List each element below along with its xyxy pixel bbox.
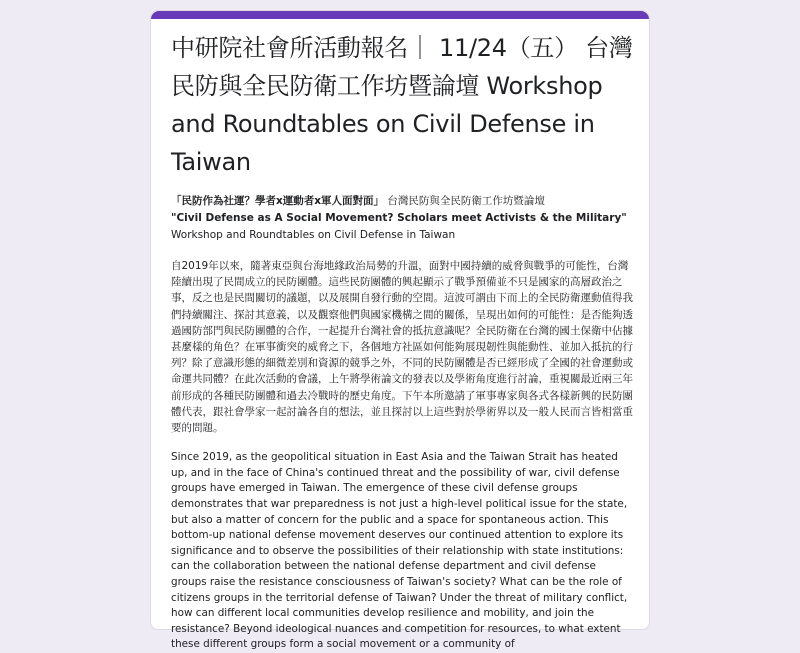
subtitle-zh-rest: 台灣民防與全民防衛工作坊暨論壇 <box>387 195 545 207</box>
form-accent-bar <box>151 11 649 19</box>
form-header-content <box>171 29 633 653</box>
subtitle-zh-bold: 「民防作為社運？學者x運動者x軍人面對面」 <box>171 195 385 207</box>
subtitle-en-rest: Workshop and Roundtables on Civil Defense in Taiwan <box>171 229 456 241</box>
form-header-card <box>150 10 650 651</box>
form-description-zh: 自2019年以來，隨著東亞與台海地緣政治局勢的升溫，面對中國持續的威脅與戰爭的可能性，台灣陸續出現了民間成立的民防團體。這些民防團體的興起顯示了戰爭預備並不只是國家的高層政治之事，反之也是民間關切的議題，以及展開自發行動的空間。這波可謂由下而上的全民防衛運動值得我們持續關注、探討其意義，以及觀察他們與國家機構之間的關係，呈現出如何的可能性：是否能夠透過國防部門與民防團體的合作，一起提升台灣社會的抵抗意識呢？全民防衛在台灣的國土保衛中佔據甚麼樣的角色？在軍事衝突的威脅之下，各個地方社區如何能夠展現韌性與能動性、並加入抵抗的行列？除了意識形態的細微差別和資源的競爭之外，不同的民防團體是否已經形成了全國的社會運動或命運共同體？在此次活動的會議，上午將學術論文的發表以及學術角度進行討論，重視關最近兩三年前形成的各種民防團體和過去冷戰時的歷史角度。下午本所邀請了軍事專家與各式各樣新興的民防團體代表，跟社會學家一起討論各自的想法，並且探討以上這些對於學術界以及一般人民而言皆相當重要的問題。 <box>171 260 633 435</box>
form-title: 中研院社會所活動報名｜ 11/24（五） 台灣民防與全民防衛工作坊暨論壇 Workshop and Roundtables on Civil Defense in Taiwan <box>171 34 633 176</box>
form-description-en: Since 2019, as the geopolitical situation in East Asia and the Taiwan Strait has heated up, and in the face of China's continued threat and the possibility of war, civil defense groups have emerged in Taiwan. The emergence of these civil defense groups demonstrates that war preparedness is not just a high-level political issue for the state, but also a matter of concern for the public and a space for spontaneous action. This bottom-up national defense movement deserves our continued attention to explore its significance and to observe the possibilities of their relationship with state institutions: can the collaboration between the national defense department and civil defense groups raise the resistance consciousness of Taiwan's society? What can be the role of citizens groups in the territorial defense of Taiwan? Under the threat of military conflict, how can different local communities develop resilience and mobility, and join the resistance? Beyond ideological nuances and competition for resources, to what extent these different groups form a social movement or a community of <box>171 451 628 651</box>
form-subtitle <box>171 193 633 244</box>
subtitle-en-bold: "Civil Defense as A Social Movement? Scholars meet Activists & the Military" <box>171 212 627 224</box>
